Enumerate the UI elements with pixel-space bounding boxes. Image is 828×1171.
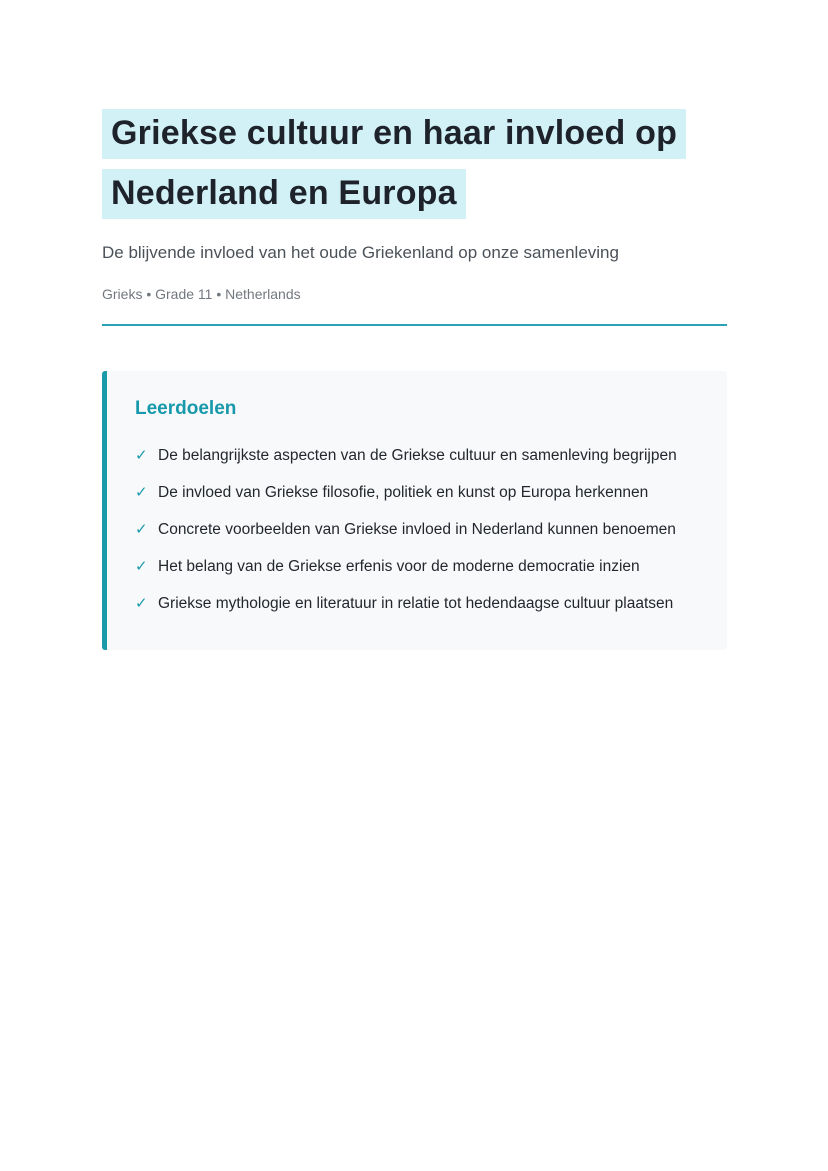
page-meta: Grieks • Grade 11 • Netherlands xyxy=(102,285,301,302)
check-icon: ✓ xyxy=(135,483,148,501)
check-icon: ✓ xyxy=(135,520,148,538)
list-item xyxy=(135,553,697,581)
page-subtitle: De blijvende invloed van het oude Griekenland op onze samenleving xyxy=(102,243,619,262)
check-icon: ✓ xyxy=(135,446,148,464)
check-icon: ✓ xyxy=(135,594,148,612)
page-title xyxy=(102,103,727,223)
page-title-highlight: Griekse cultuur en haar invloed op Nederland en Europa xyxy=(102,109,686,219)
learning-goals-heading: Leerdoelen xyxy=(135,397,237,419)
learning-goals-list xyxy=(135,442,697,618)
goal-text: De invloed van Griekse filosofie, politiek en kunst op Europa herkennen xyxy=(158,483,649,501)
document-header xyxy=(102,103,727,326)
goal-text: Het belang van de Griekse erfenis voor de moderne democratie inzien xyxy=(158,557,640,575)
list-item xyxy=(135,479,697,507)
goal-text: De belangrijkste aspecten van de Griekse cultuur en samenleving begrijpen xyxy=(158,446,677,464)
goal-text: Griekse mythologie en literatuur in relatie tot hedendaagse cultuur plaatsen xyxy=(158,594,674,612)
list-item xyxy=(135,590,697,618)
check-icon: ✓ xyxy=(135,557,148,575)
goal-text: Concrete voorbeelden van Griekse invloed in Nederland kunnen benoemen xyxy=(158,520,676,538)
learning-goals-card xyxy=(102,371,727,650)
list-item xyxy=(135,516,697,544)
list-item xyxy=(135,442,697,470)
accent-divider xyxy=(102,324,727,326)
